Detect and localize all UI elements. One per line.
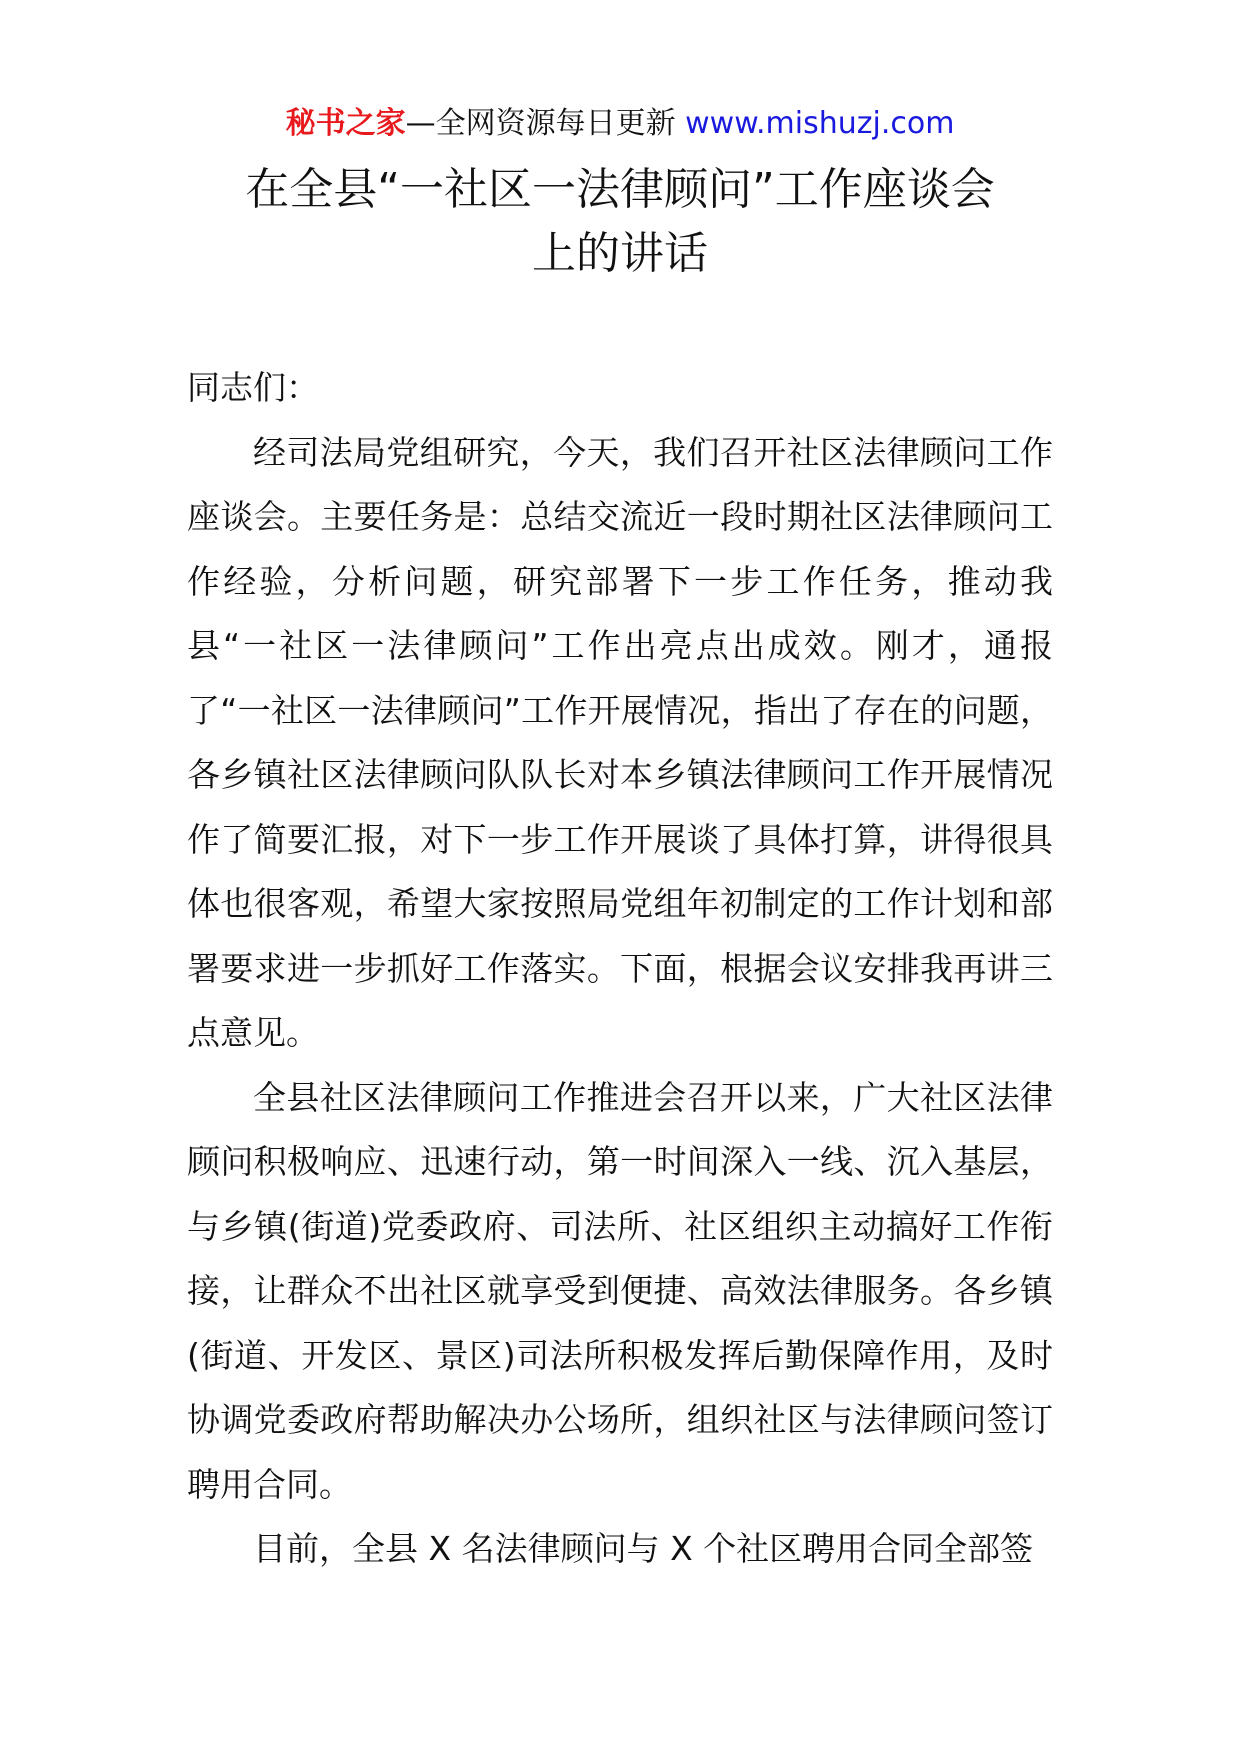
salutation: 同志们： <box>187 368 319 407</box>
site-url-link[interactable]: www.mishuzj.com <box>685 106 955 141</box>
header-tagline: —全网资源每日更新 <box>405 106 676 141</box>
document-title <box>150 158 1090 286</box>
body-paragraph: 经司法局党组研究，今天，我们召开社区法律顾问工作座谈会。主要任务是：总结交流近一段时期社区法律顾问工作经验，分析问题，研究部署下一步工作任务，推动我县“一社区一法律顾问”工作出亮点出成效。刚才，通报了“一社区一法律顾问”工作开展情况，指出了存在的问题，各乡镇社区法律顾问队队长对本乡镇法律顾问工作开展情况作了简要汇报，对下一步工作开展谈了具体打算，讲得很具体也很客观，希望大家按照局党组年初制定的工作计划和部署要求进一步抓好工作落实。下面，根据会议安排我再讲三点意见。 <box>187 432 1053 1052</box>
site-header <box>0 100 1240 148</box>
brand-name: 秘书之家 <box>285 106 406 141</box>
body-paragraph: 全县社区法律顾问工作推进会召开以来，广大社区法律顾问积极响应、迅速行动，第一时间深入一线、沉入基层，与乡镇(街道)党委政府、司法所、社区组织主动搞好工作衔接，让群众不出社区就享受到便捷、高效法律服务。各乡镇(街道、开发区、景区)司法所积极发挥后勤保障作用，及时协调党委政府帮助解决办公场所，组织社区与法律顾问签订聘用合同。 <box>187 1077 1053 1504</box>
document-title-line-2: 上的讲话 <box>532 228 708 279</box>
document-title-line-1: 在全县“一社区一法律顾问”工作座谈会 <box>245 164 995 215</box>
body-paragraph: 目前，全县 X 名法律顾问与 X 个社区聘用合同全部签 <box>253 1529 1034 1568</box>
document-body <box>187 356 1053 1582</box>
